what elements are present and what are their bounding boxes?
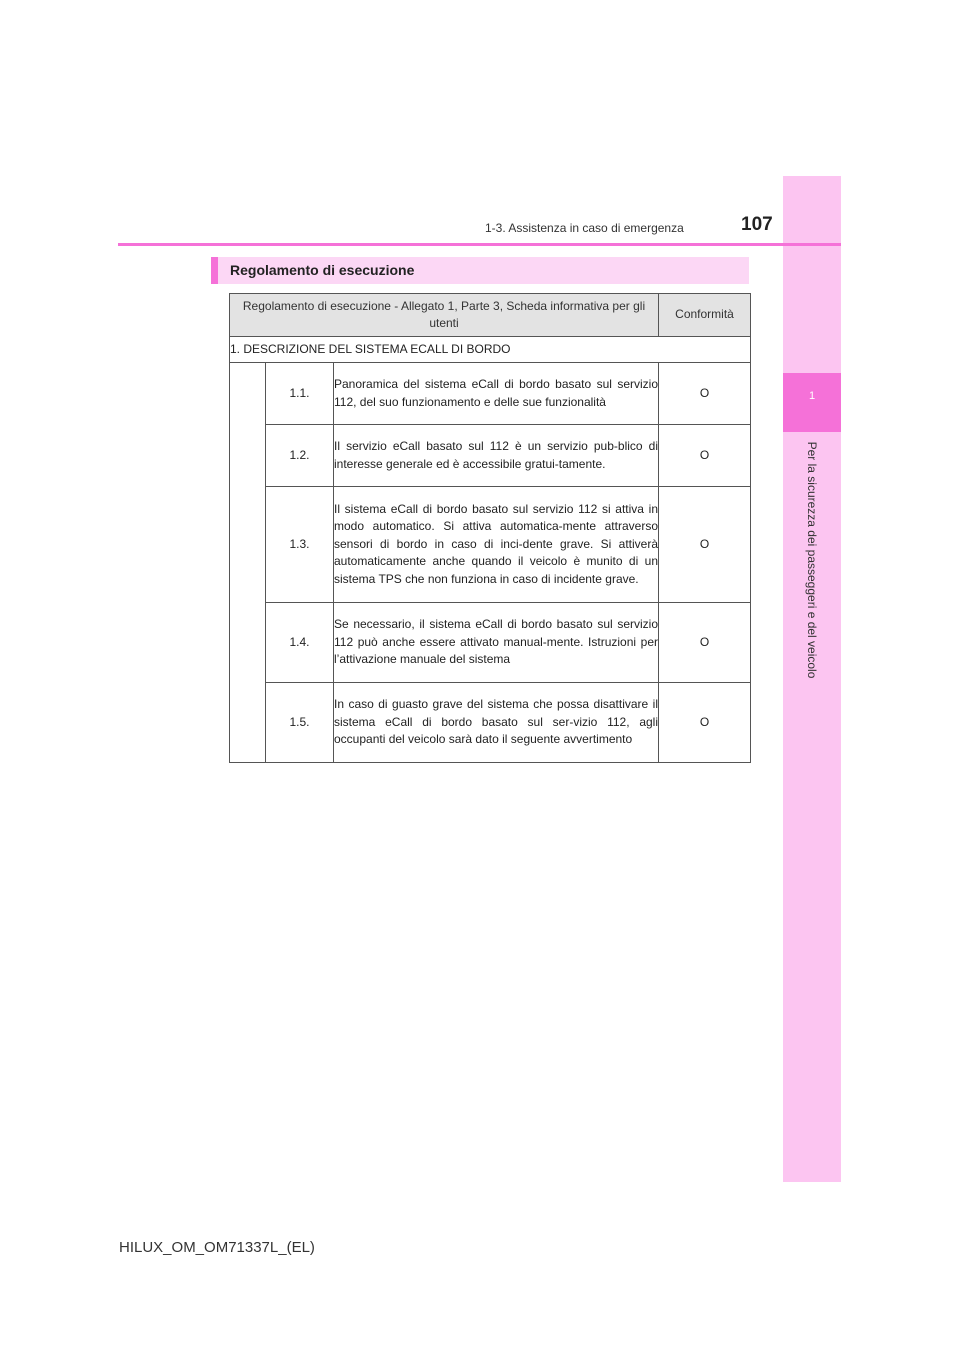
- row-number: 1.1.: [266, 363, 334, 425]
- row-conformity: O: [659, 683, 751, 763]
- table-header-conformity: Conformità: [659, 294, 751, 337]
- regulation-table: [229, 293, 751, 763]
- table-row: [230, 603, 751, 683]
- row-description: Se necessario, il sistema eCall di bordo basato sul servizio 112 può anche essere attivato manual-mente. Istruzioni per l’attivazione manuale del sistema: [334, 603, 659, 683]
- page-number: 107: [741, 214, 773, 235]
- row-number: 1.2.: [266, 425, 334, 487]
- table-row: [230, 425, 751, 487]
- chapter-side-tab: [783, 176, 841, 1182]
- table-subheading: 1. DESCRIZIONE DEL SISTEMA ECALL DI BORDO: [230, 337, 751, 363]
- row-description: Il sistema eCall di bordo basato sul servizio 112 si attiva in modo automatico. Si attiva automatica-mente attraverso sensori di bordo in caso di inci-dente grave. Si attiverà automaticamente anche quando il veicolo è munito di un sistema TPS che non funziona in caso di incidente grave.: [334, 487, 659, 603]
- row-conformity: O: [659, 603, 751, 683]
- header-section-title: 1-3. Assistenza in caso di emergenza: [485, 221, 684, 235]
- document-code: HILUX_OM_OM71337L_(EL): [119, 1239, 315, 1256]
- row-conformity: O: [659, 363, 751, 425]
- row-number: 1.5.: [266, 683, 334, 763]
- row-number: 1.3.: [266, 487, 334, 603]
- row-description: Il servizio eCall basato sul 112 è un servizio pub-blico di interesse generale ed è accessibile gratui-tamente.: [334, 425, 659, 487]
- row-number: 1.4.: [266, 603, 334, 683]
- row-conformity: O: [659, 487, 751, 603]
- chapter-active-marker: [783, 373, 841, 432]
- section-heading-bar: [211, 257, 749, 284]
- row-description: Panoramica del sistema eCall di bordo basato sul servizio 112, del suo funzionamento e delle sue funzionalità: [334, 363, 659, 425]
- table-row: [230, 363, 751, 425]
- table-subheading-row: [230, 337, 751, 363]
- table-row: [230, 683, 751, 763]
- table-header-row: [230, 294, 751, 337]
- chapter-number: 1: [808, 390, 816, 402]
- table-row: [230, 487, 751, 603]
- chapter-title: Per la sicurezza dei passeggeri e del veicolo: [805, 441, 819, 679]
- row-description: In caso di guasto grave del sistema che possa disattivare il sistema eCall di bordo basato sul ser-vizio 112, agli occupanti del veicolo sarà dato il seguente avvertimento: [334, 683, 659, 763]
- row-conformity: O: [659, 425, 751, 487]
- indent-cell: [230, 363, 266, 763]
- header-divider: [118, 243, 841, 246]
- table-header-main: Regolamento di esecuzione - Allegato 1, Parte 3, Scheda informativa per gli utenti: [230, 294, 659, 337]
- section-heading: Regolamento di esecuzione: [230, 262, 415, 278]
